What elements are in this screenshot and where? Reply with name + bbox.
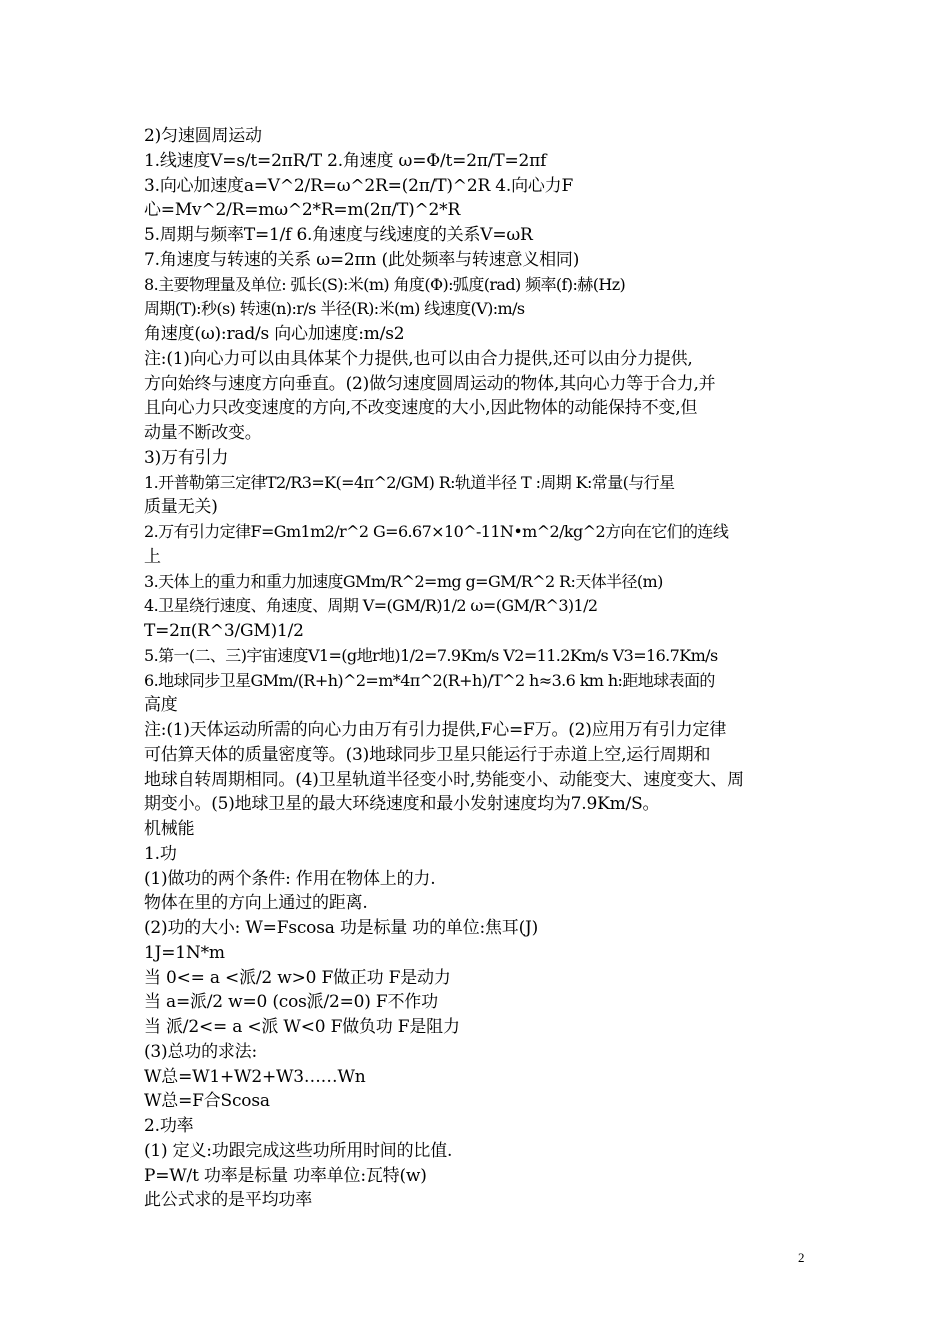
- text-line: 高度: [144, 695, 178, 716]
- text-line: 心=Mv^2/R=mω^2*R=m(2π/T)^2*R: [144, 200, 461, 221]
- text-line: 且向心力只改变速度的方向,不改变速度的大小,因此物体的动能保持不变,但: [144, 398, 698, 419]
- text-line: 注:(1)天体运动所需的向心力由万有引力提供,F心=F万。(2)应用万有引力定律: [144, 720, 727, 740]
- text-line: 动量不断改变。: [144, 423, 262, 443]
- page-number: 2: [798, 1250, 805, 1265]
- text-line: 当 派/2<= a <派 W<0 F做负功 F是阻力: [144, 1017, 460, 1037]
- text-line: 5.第一(二、三)宇宙速度V1=(g地r地)1/2=7.9Km/s V2=11.2Km/s V3=16.7Km/s: [144, 645, 718, 665]
- text-line: 6.地球同步卫星GMm/(R+h)^2=m*4π^2(R+h)/T^2 h≈3.6 km h:距地球表面的: [144, 670, 715, 690]
- text-line: 3)万有引力: [144, 447, 229, 468]
- text-line: 当 a=派/2 w=0 (cos派/2=0) F不作功: [144, 992, 438, 1013]
- text-line: W总=W1+W2+W3……Wn: [144, 1066, 366, 1087]
- text-line: 1.开普勒第三定律T2/R3=K(=4π^2/GM) R:轨道半径 T :周期 K:常量(与行星: [144, 472, 675, 492]
- text-line: 地球自转周期相同。(4)卫星轨道半径变小时,势能变小、动能变大、速度变大、周: [144, 769, 744, 790]
- text-line: 7.角速度与转速的关系 ω=2πn (此处频率与转速意义相同): [144, 249, 580, 270]
- text-line: W总=F合Scosa: [144, 1091, 270, 1112]
- text-line: 5.周期与频率T=1/f 6.角速度与线速度的关系V=ωR: [144, 225, 533, 245]
- text-line: 4.卫星绕行速度、角速度、周期 V=(GM/R)1/2 ω=(GM/R^3)1/2: [144, 596, 598, 616]
- text-line: 此公式求的是平均功率: [144, 1190, 312, 1211]
- text-line: 上: [144, 546, 161, 567]
- text-line: T=2π(R^3/GM)1/2: [144, 621, 304, 641]
- text-line: (3)总功的求法:: [144, 1041, 258, 1062]
- text-line: (2)功的大小: W=Fscosa 功是标量 功的单位:焦耳(J): [144, 918, 539, 938]
- text-line: 质量无关): [144, 497, 218, 518]
- text-line: 3.向心加速度a=V^2/R=ω^2R=(2π/T)^2R 4.向心力F: [144, 175, 574, 196]
- text-line: 2.功率: [144, 1116, 194, 1136]
- page-content: [144, 124, 814, 1213]
- text-line: 2)匀速圆周运动: [144, 126, 262, 146]
- text-line: 机械能: [144, 819, 195, 839]
- text-line: 可估算天体的质量密度等。(3)地球同步卫星只能运行于赤道上空,运行周期和: [144, 744, 711, 765]
- text-line: 8.主要物理量及单位: 弧长(S):米(m) 角度(Φ):弧度(rad) 频率(f):赫(Hz): [144, 274, 626, 294]
- text-line: 1.线速度V=s/t=2πR/T 2.角速度 ω=Φ/t=2π/T=2πf: [144, 150, 547, 171]
- text-line: 周期(T):秒(s) 转速(n):r/s 半径(R):米(m) 线速度(V):m/s: [144, 299, 525, 319]
- text-line: 角速度(ω):rad/s 向心加速度:m/s2: [144, 324, 405, 344]
- text-line: 期变小。(5)地球卫星的最大环绕速度和最小发射速度均为7.9Km/S。: [144, 794, 660, 815]
- text-line: 方向始终与速度方向垂直。(2)做匀速度圆周运动的物体,其向心力等于合力,并: [144, 373, 716, 394]
- text-line: (1) 定义:功跟完成这些功所用时间的比值.: [144, 1140, 453, 1161]
- text-line: 注:(1)向心力可以由具体某个力提供,也可以由合力提供,还可以由分力提供,: [144, 348, 693, 369]
- text-line: P=W/t 功率是标量 功率单位:瓦特(w): [144, 1165, 427, 1186]
- text-line: 1.功: [144, 843, 177, 864]
- text-line: 3.天体上的重力和重力加速度GMm/R^2=mg g=GM/R^2 R:天体半径(m): [144, 571, 663, 591]
- text-line: (1)做功的两个条件: 作用在物体上的力.: [144, 868, 436, 889]
- text-line: 物体在里的方向上通过的距离.: [144, 893, 368, 914]
- text-line: 2.万有引力定律F=Gm1m2/r^2 G=6.67×10^-11N•m^2/kg^2方向在它们的连线: [144, 522, 729, 541]
- text-line: 1J=1N*m: [144, 942, 225, 963]
- text-line: 当 0<= a <派/2 w>0 F做正功 F是动力: [144, 967, 451, 988]
